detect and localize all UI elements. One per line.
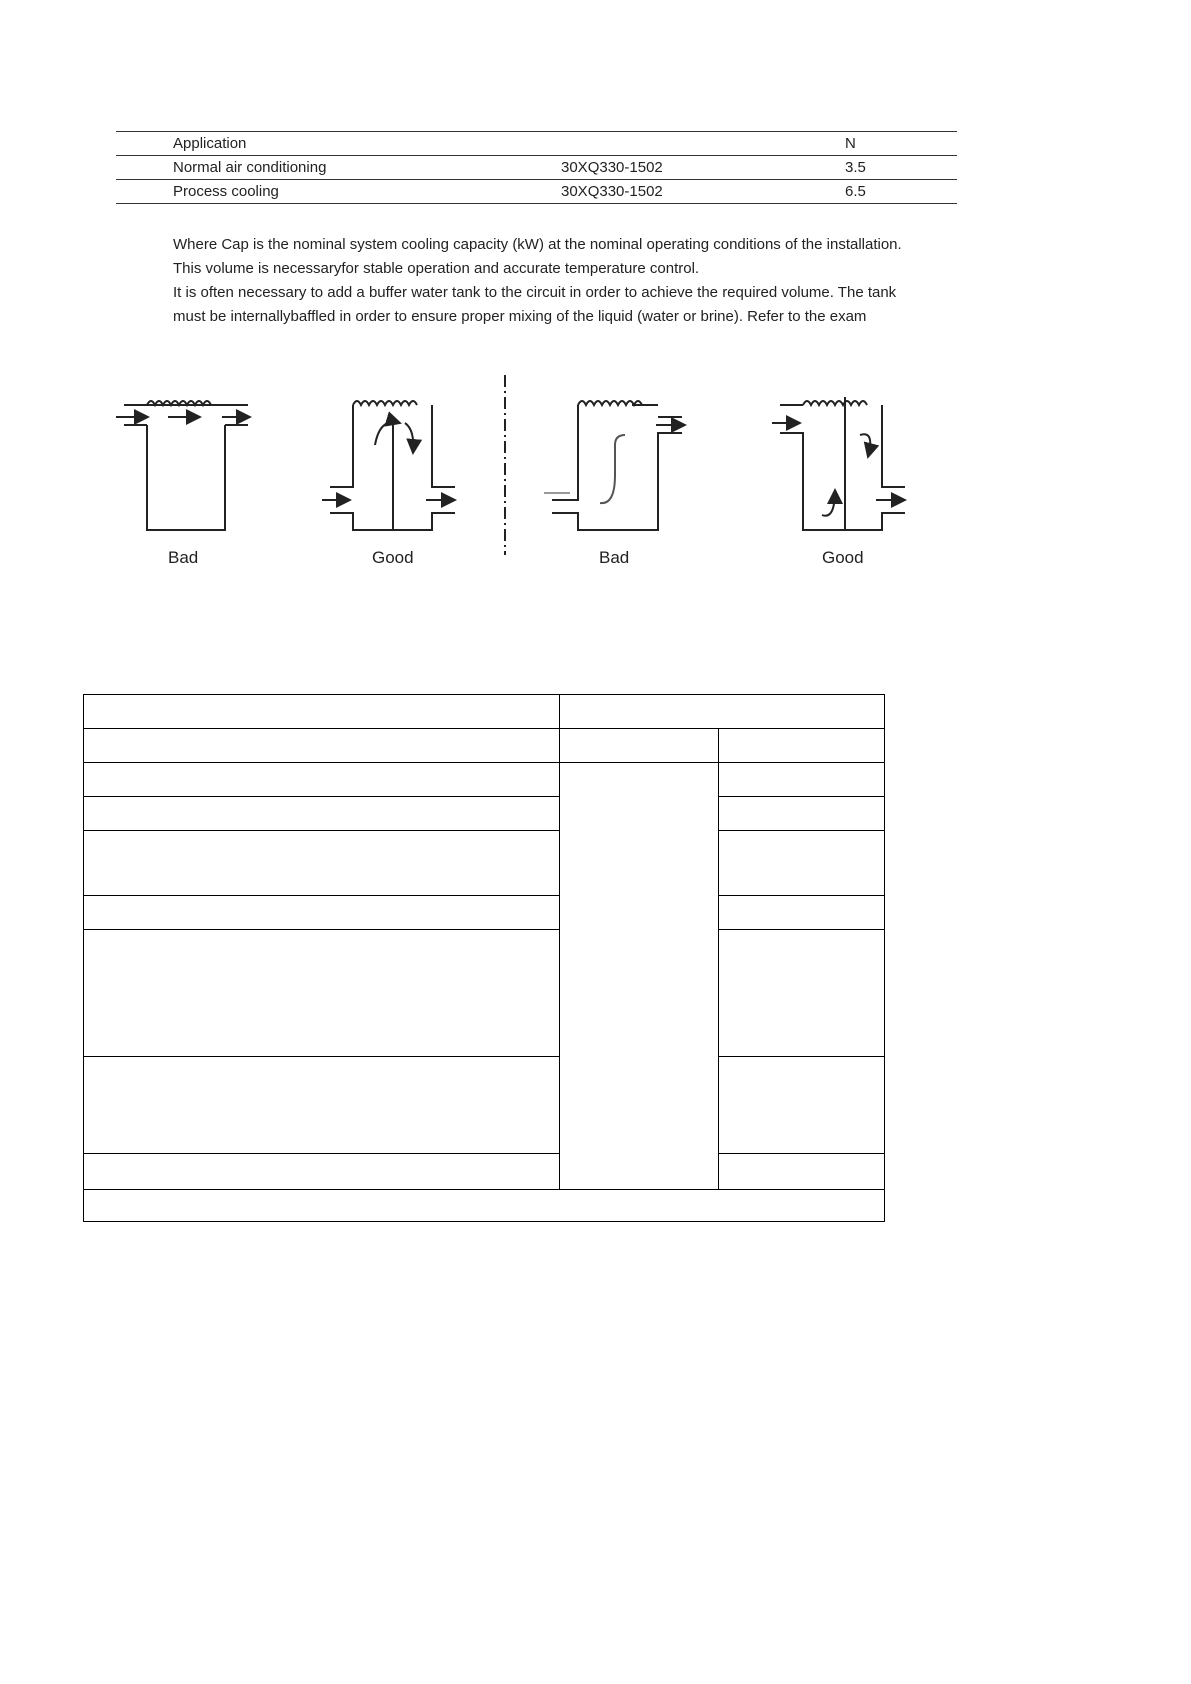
row-model: 30XQ330-1502 xyxy=(561,159,663,176)
table-cell xyxy=(559,728,719,763)
header-application: Application xyxy=(173,135,247,152)
tank-diagram-svg xyxy=(110,375,910,575)
paragraph-line: It is often necessary to add a buffer water tank to the circuit in order to achieve the required volume. The tank xyxy=(173,284,897,301)
diagram-label-bad-2: Bad xyxy=(599,548,630,567)
diagram-label-good-1: Good xyxy=(372,548,414,567)
application-table xyxy=(116,131,957,204)
table-cell xyxy=(718,830,885,896)
table-cell xyxy=(718,762,885,797)
table-cell xyxy=(718,728,885,763)
table-cell xyxy=(718,1056,885,1154)
paragraph-line: This volume is necessaryfor stable operation and accurate temperature control. xyxy=(173,260,700,277)
table-cell xyxy=(83,929,560,1057)
header-n: N xyxy=(845,135,856,152)
table-cell xyxy=(83,694,560,729)
tank-good-1 xyxy=(322,401,455,530)
table-cell xyxy=(718,796,885,831)
table-cell xyxy=(83,1153,560,1190)
paragraph-line: Where Cap is the nominal system cooling capacity (kW) at the nominal operating conditions of the installation. xyxy=(173,236,902,253)
table-cell xyxy=(83,895,560,930)
table-cell xyxy=(718,1153,885,1190)
row-application: Normal air conditioning xyxy=(173,159,327,176)
tank-good-2 xyxy=(772,397,905,530)
row-model: 30XQ330-1502 xyxy=(561,183,663,200)
tank-bad-2 xyxy=(544,401,685,530)
table-cell xyxy=(83,1056,560,1154)
explanation-paragraph xyxy=(173,233,963,329)
table-cell xyxy=(718,895,885,930)
diagram-label-good-2: Good xyxy=(822,548,864,567)
empty-grid-table xyxy=(83,694,885,1222)
table-cell xyxy=(83,762,560,797)
table-cell xyxy=(83,830,560,896)
row-n: 6.5 xyxy=(845,183,866,200)
tank-bad-1 xyxy=(116,401,250,530)
table-cell xyxy=(83,1189,885,1222)
diagram-label-bad-1: Bad xyxy=(168,548,199,567)
table-row xyxy=(116,156,957,180)
row-application: Process cooling xyxy=(173,183,279,200)
header-model xyxy=(561,132,845,156)
row-n: 3.5 xyxy=(845,159,866,176)
table-row xyxy=(116,180,957,204)
table-cell xyxy=(559,694,885,729)
paragraph-line: must be internallybaffled in order to ensure proper mixing of the liquid (water or brine). Refer to the exam xyxy=(173,308,867,325)
table-header-row xyxy=(116,132,957,156)
table-cell xyxy=(718,929,885,1057)
table-cell xyxy=(559,762,719,1190)
table-cell xyxy=(83,728,560,763)
tank-baffle-diagram xyxy=(110,375,910,575)
table-cell xyxy=(83,796,560,831)
